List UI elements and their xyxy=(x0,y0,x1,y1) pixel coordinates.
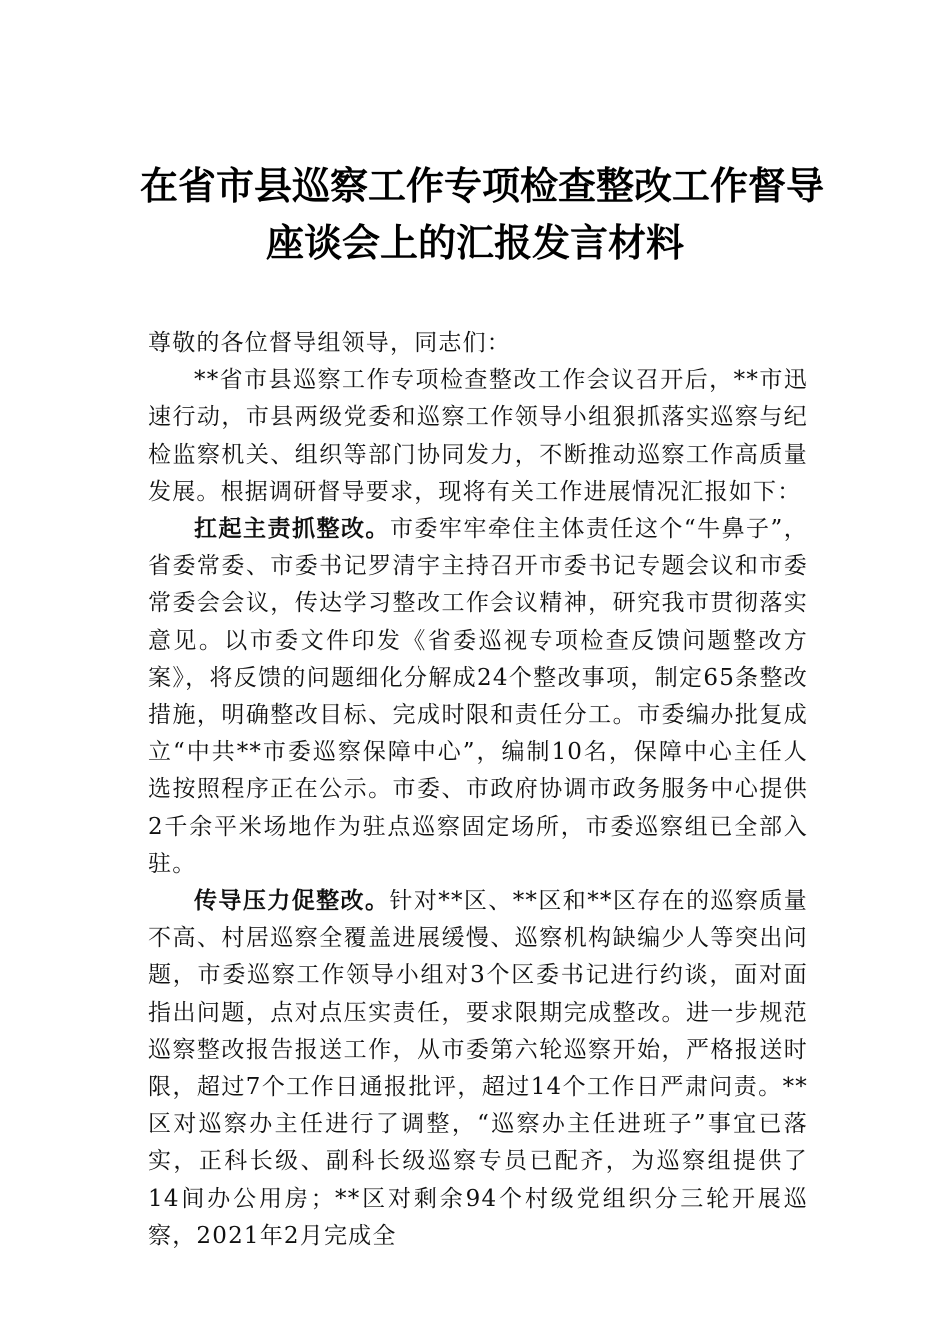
paragraph-text: 市委牢牢牵住主体责任这个“牛鼻子”，省委常委、市委书记罗清宇主持召开市委书记专题会议和市委常委会会议，传达学习整改工作会议精神，研究我市贯彻落实意见。以市委文件印发《省委巡视专项检查反馈问题整改方案》，将反馈的问题细化分解成24个整改事项，制定65条整改措施，明确整改目标、完成时限和责任分工。市委编办批复成立“中共**市委巡察保障中心”，编制10名，保障中心主任人选按照程序正在公示。市委、市政府协调市政务服务中心提供2千余平米场地作为驻点巡察固定场所，市委巡察组已全部入驻。 xyxy=(148,516,808,877)
document-body xyxy=(148,325,808,1255)
paragraph-heading: 传导压力促整改。 xyxy=(194,888,390,915)
document-title-line-1: 在省市县巡察工作专项检查整改工作督导 xyxy=(140,163,825,208)
paragraph-text: 针对**区、**区和**区存在的巡察质量不高、村居巡察全覆盖进展缓慢、巡察机构缺编少人等突出问题，市委巡察工作领导小组对3个区委书记进行约谈，面对面指出问题，点对点压实责任，要求限期完成整改。进一步规范巡察整改报告报送工作，从市委第六轮巡察开始，严格报送时限，超过7个工作日通报批评，超过14个工作日严肃问责。**区对巡察办主任进行了调整，“巡察办主任进班子”事宜已落实，正科长级、副科长级巡察专员已配齐，为巡察组提供了14间办公用房；**区对剩余94个村级党组织分三轮开展巡察，2021年2月完成全 xyxy=(148,888,808,1249)
paragraph-text: **省市县巡察工作专项检查整改工作会议召开后，**市迅速行动，市县两级党委和巡察工作领导小组狠抓落实巡察与纪检监察机关、组织等部门协同发力，不断推动巡察工作高质量发展。根据调研督导要求，现将有关工作进展情况汇报如下： xyxy=(148,367,808,505)
paragraph-heading: 扛起主责抓整改。 xyxy=(194,516,390,543)
salutation: 尊敬的各位督导组领导，同志们： xyxy=(148,330,511,356)
paragraph-section-2 xyxy=(148,883,808,1255)
document-title-line-2: 座谈会上的汇报发言材料 xyxy=(265,220,684,265)
paragraph-section-1 xyxy=(148,511,808,883)
paragraph-intro xyxy=(148,362,808,511)
